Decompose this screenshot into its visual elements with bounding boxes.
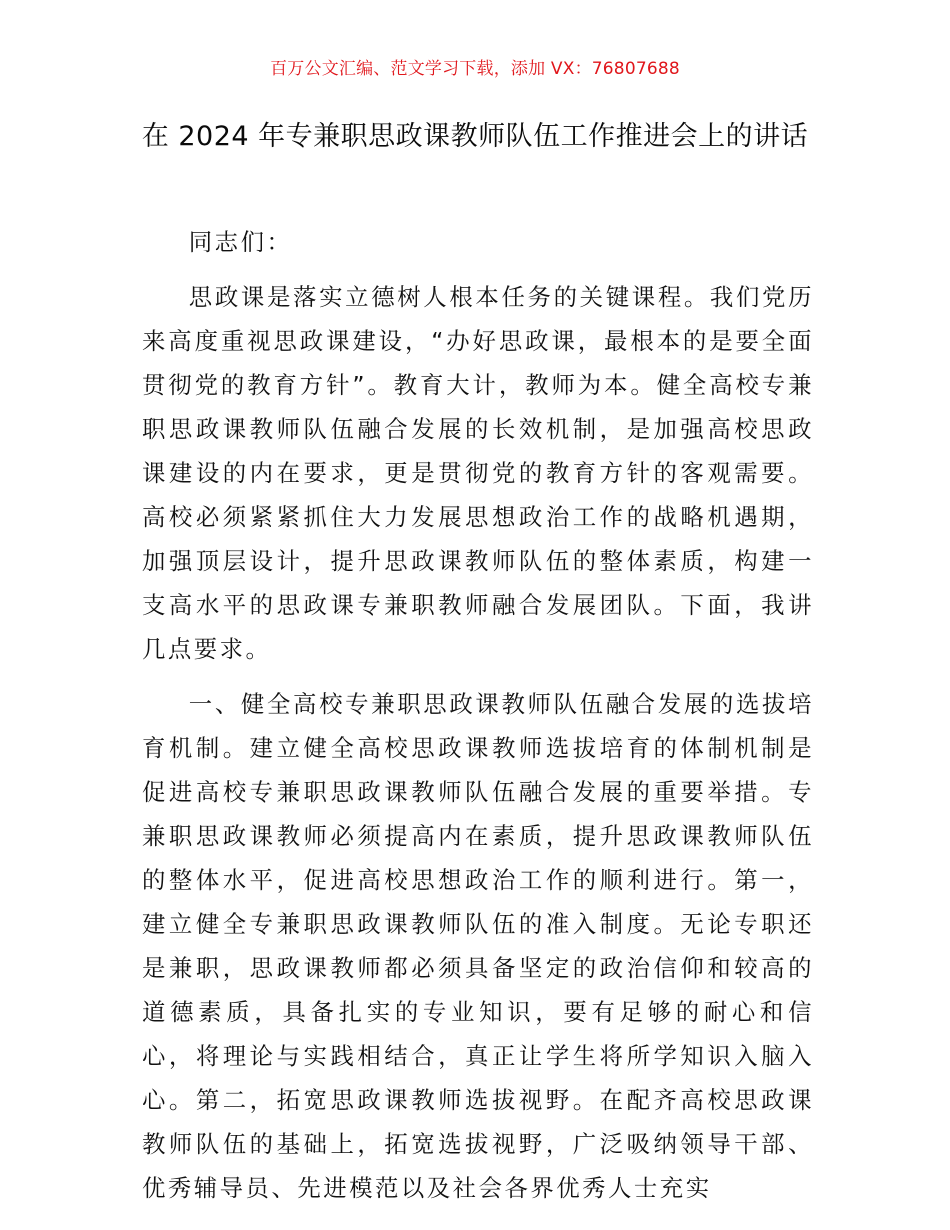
watermark-banner: 百万公文汇编、范文学习下载，添加 VX：76807688 — [270, 59, 680, 79]
greeting: 同志们： — [188, 228, 293, 256]
paragraph-section-one: 一、健全高校专兼职思政课教师队伍融合发展的选拔培育机制。建立健全高校思政课教师选拔培育的体制机制是促进高校专兼职思政课教师队伍融合发展的重要举措。专兼职思政课教师必须提高内在素质，提升思政课教师队伍的整体水平，促进高校思想政治工作的顺利进行。第一，建立健全专兼职思政课教师队伍的准入制度。无论专职还是兼职，思政课教师都必须具备坚定的政治信仰和较高的道德素质，具备扎实的专业知识，要有足够的耐心和信心，将理论与实践相结合，真正让学生将所学知识入脑入心。第二，拓宽思政课教师选拔视野。在配齐高校思政课教师队伍的基础上，拓宽选拔视野，广泛吸纳领导干部、优秀辅导员、先进模范以及社会各界优秀人士充实 — [142, 690, 814, 1202]
document-title: 在 2024 年专兼职思政课教师队伍工作推进会上的讲话 — [141, 121, 809, 152]
paragraph-intro: 思政课是落实立德树人根本任务的关键课程。我们党历来高度重视思政课建设，“办好思政课，最根本的是要全面贯彻党的教育方针”。教育大计，教师为本。健全高校专兼职思政课教师队伍融合发展的长效机制，是加强高校思政课建设的内在要求，更是贯彻党的教育方针的客观需要。高校必须紧紧抓住大力发展思想政治工作的战略机遇期，加强顶层设计，提升思政课教师队伍的整体素质，构建一支高水平的思政课专兼职教师融合发展团队。下面，我讲几点要求。 — [142, 283, 814, 663]
document-body — [142, 220, 814, 1221]
